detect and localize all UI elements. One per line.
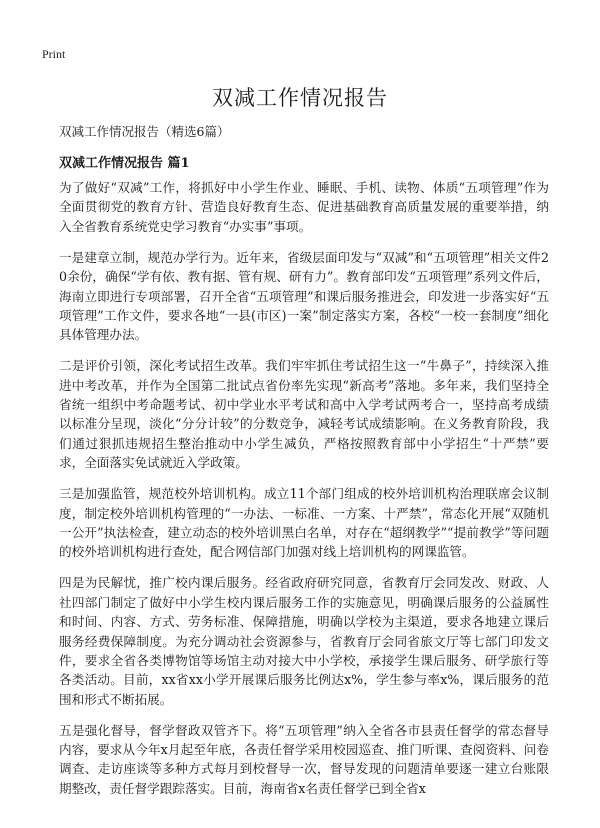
document-subtitle: 双减工作情况报告（精选6篇） (59, 124, 230, 139)
paragraph-intro: 为了做好“双减”工作，将抓好中小学生作业、睡眠、手机、读物、体质“五项管理”作为全面贯彻党的教育方针、营造良好教育生态、促进基础教育高质量发展的重要举措，纳入全省教育系统党史学习教育“办实事”事项。 (59, 180, 549, 234)
document-body (59, 178, 549, 810)
paragraph-5-inspection: 五是强化督导，督学督政双管齐下。将“五项管理”纳入全省各市县责任督学的常态督导内容，要求从今年x月起至年底，各责任督学采用校园巡查、推门听课、查阅资料、问卷调查、走访座谈等多种方式每月到校督导一次，督导发现的问题清单要逐一建立台账限期整改，责任督学跟踪落实。目前，海南省x名责任督学已到全省x (59, 722, 549, 796)
print-link[interactable]: Print (42, 47, 66, 61)
paragraph-4-after-school: 四是为民解忧，推广校内课后服务。经省政府研究同意，省教育厅会同发改、财政、人社四部门制定了做好中小学生校内课后服务工作的实施意见，明确课后服务的公益属性和时间、内容、方式、劳务标准、保障措施，明确以学校为主渠道，要求各地建立课后服务经费保障制度。为充分调动社会资源参与，省教育厅会同省旅文厅等七部门印发文件，要求全省各类博物馆等场馆主动对接大中小学校，承接学生课后服务、研学旅行等各类活动。目前，xx省xx小学开展课后服务比例达x%，学生参与率x%，课后服务的范围和形式不断拓展。 (59, 575, 549, 707)
paragraph-2-exam-reform: 二是评价引领，深化考试招生改革。我们牢牢抓住考试招生这一“牛鼻子”，持续深入推进中考改革，并作为全国第二批试点省份率先实现“新高考”落地。多年来，我们坚持全省统一组织中考命题考试、初中学业水平考试和高中入学考试两考合一，坚持高考成绩以标准分呈现，淡化“分分计较”的分数竞争，减轻考试成绩影响。在义务教育阶段，我们通过狠抓违规招生整治推动中小学生减负，严格按照教育部中小学招生“十严禁”要求，全面落实免试就近入学政策。 (59, 358, 549, 471)
paragraph-3-supervision: 三是加强监管，规范校外培训机构。成立11个部门组成的校外培训机构治理联席会议制度，制定校外培训机构管理的“一办法、一标准、一方案、十严禁”，常态化开展“双随机一公开”执法检查，建立动态的校外培训黑白名单，对存在“超纲教学”“提前教学”等问题的校外培训机构进行查处，配合网信部门加强对线上培训机构的网课监管。 (59, 486, 549, 560)
document-title: 双减工作情况报告 (212, 86, 388, 110)
section-heading: 双减工作情况报告 篇1 (59, 156, 190, 171)
paragraph-1-regulations: 一是建章立制，规范办学行为。近年来，省级层面印发与“双减”和“五项管理”相关文件20余份，确保“学有依、教有据、管有规、研有力”。教育部印发“五项管理”系列文件后，海南立即进行专项部署，召开全省“五项管理”和课后服务推进会，印发进一步落实好“五项管理”工作文件，要求各地“一县(市区)一案”制定落实方案，各校“一校一套制度”细化具体管理办法。 (59, 249, 549, 343)
